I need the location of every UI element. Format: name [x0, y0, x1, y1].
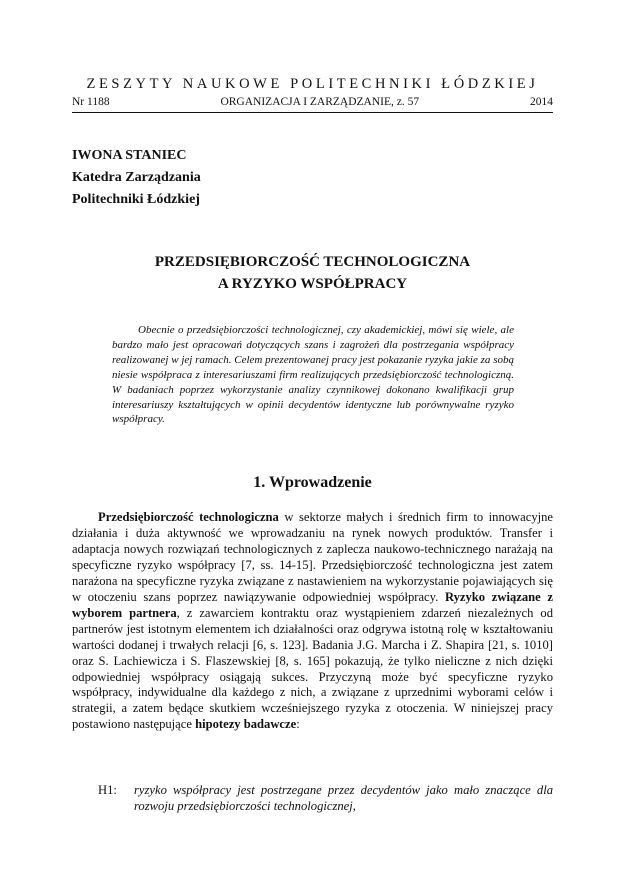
section-heading: 1. Wprowadzenie	[253, 474, 372, 491]
hypothesis-text: ryzyko współpracy jest postrzegane przez decydentów jako mało znaczące dla rozwoju przedsiębiorczości technologicznej,	[134, 783, 553, 813]
term-research-hypotheses: hipotezy badawcze	[195, 717, 297, 732]
title-line-2: A RYZYKO WSPÓŁPRACY	[217, 276, 408, 292]
hypothesis-item	[72, 783, 553, 815]
paper-title	[72, 251, 553, 295]
body-paragraph	[72, 510, 553, 733]
abstract-text: Obecnie o przedsiębiorczości technologicznej, czy akademickiej, mówi się wiele, ale bardzo mało jest opracowań dotyczących szans i zagrożeń dla postrzegania współpracy realizowanej w jej ramach. Celem prezentowanej pracy jest pokazanie ryzyka jakie za sobą niesie współpraca z interesariuszami firm realizujących przedsiębiorczość technologiczną. W badaniach poprzez wykorzystanie analizy czynnikowej dokonano kwalifikacji grup interesariuszy kształtujących w opinii decydentów identyczne lub porównywalne ryzyko współpracy.	[112, 324, 514, 426]
journal-title: ZESZYTY NAUKOWE POLITECHNIKI ŁÓDZKIEJ	[86, 76, 539, 92]
term-partner-risk: Ryzyko związane z wyborem partnera	[72, 589, 554, 620]
term-technological-entrepreneurship: Przedsiębiorczość technologiczna	[98, 510, 279, 524]
author-name: IWONA STANIEC	[72, 148, 187, 163]
body-text-part-2: , z zawarciem kontraktu oraz wystąpieniem zdarzeń niezależnych od partnerów jest istotnym elementem ich działalności oraz odgrywa istotną rolę w kształtowaniu wartości dodanej i trwałych relacji [6, s. 123]. Badania J.G. Marcha i Z. Shapira [21, s. 1010] oraz S. Lachiewicza i S. Flaszewskiej [8, s. 165] pokazują, że tylko nieliczne z nich dzięki odpowiedniej współpracy osiągają sukces. Przyczyną może być specyficzne ryzyko współpracy, indywidualne dla każdego z nich, a związane z uprzednimi wyborami celów i strategii, a zatem będące skutkiem wcześniejszego ryzyka z otoczenia. W niniejszej pracy postawiono następujące	[72, 605, 553, 732]
abstract	[112, 323, 514, 427]
issue-info-row	[72, 96, 553, 113]
issue-number: Nr 1188	[72, 96, 110, 108]
issue-series: ORGANIZACJA I ZARZĄDZANIE, z. 57	[220, 96, 420, 108]
author-affiliation-2: Politechniki Łódzkiej	[72, 192, 200, 207]
issue-year: 2014	[530, 96, 553, 108]
hypotheses-list	[72, 783, 553, 815]
paper-page	[72, 0, 553, 889]
author-block	[72, 145, 201, 211]
body-paragraph-text	[72, 510, 553, 733]
title-line-1: PRZEDSIĘBIORCZOŚĆ TECHNOLOGICZNA	[154, 254, 471, 270]
author-affiliation-1: Katedra Zarządzania	[72, 170, 201, 185]
body-text-part-1: w sektorze małych i średnich firm to innowacyjne działania i duża aktywność we wprowadzaniu na rynek nowych produktów. Transfer i adaptacja nowych rozwiązań technologicznych z zaplecza naukowo-technicznego narażają na specyficzne ryzyko współpracy [7, ss. 14-15]. Przedsiębiorczość technologiczna jest zatem narażona na specyficzne ryzyka związane z nastawieniem na wykorzystanie pojawiających się w otoczeniu szans poprzez nawiązywanie odpowiedniej współpracy.	[72, 510, 553, 604]
hypothesis-label: H1:	[98, 783, 117, 797]
body-text-part-3: :	[296, 717, 300, 732]
